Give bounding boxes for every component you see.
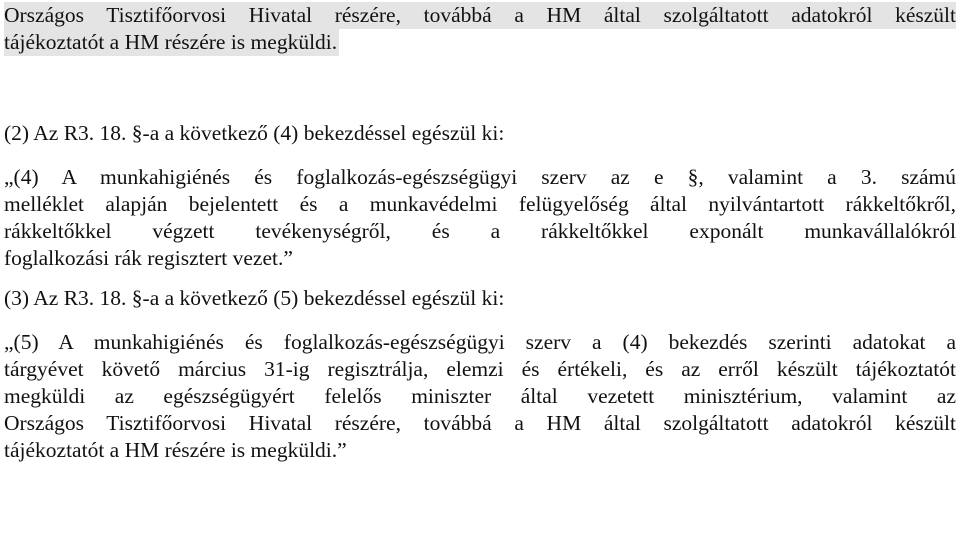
paragraph-heading: (3) Az R3. 18. §-a a következő (5) bekezdéssel egészül ki: — [4, 286, 505, 310]
text-line: megküldi az egészségügyért felelős miniszter által vezetett minisztérium, valamint az — [4, 384, 956, 408]
spacer — [4, 272, 956, 285]
text-line: melléklet alapján bejelentett és a munkavédelmi felügyelőség által nyilvántartott rákkeltőkről, — [4, 192, 956, 216]
text-line: foglalkozási rák regisztert vezet.” — [4, 246, 293, 270]
text-line: tárgyévet követő március 31-ig regisztrálja, elemzi és értékeli, és az erről készült tájékoztatót — [4, 357, 956, 381]
paragraph-heading: (2) Az R3. 18. §-a a következő (4) bekezdéssel egészül ki: — [4, 121, 505, 145]
spacer — [4, 56, 956, 120]
text-line: rákkeltőkkel végzett tevékenységről, és a rákkeltőkkel exponált munkavállalókról — [4, 219, 956, 243]
text-line: tájékoztatót a HM részére is megküldi.” — [4, 438, 347, 462]
amendment-paragraph-2 — [4, 120, 956, 272]
text-line: Országos Tisztifőorvosi Hivatal részére, továbbá a HM által szolgáltatott adatokról készült — [4, 411, 956, 435]
text-line: tájékoztatót a HM részére is megküldi. — [4, 30, 338, 54]
text-line: Országos Tisztifőorvosi Hivatal részére, továbbá a HM által szolgáltatott adatokról készült — [4, 3, 956, 27]
text-line: „(5) A munkahigiénés és foglalkozás-egészségügyi szerv a (4) bekezdés szerinti adatokat a — [4, 330, 956, 354]
text-line: „(4) A munkahigiénés és foglalkozás-egészségügyi szerv az e §, valamint a 3. számú — [4, 165, 956, 189]
highlighted-text-block — [4, 2, 956, 56]
spacer — [4, 312, 956, 329]
amendment-paragraph-3 — [4, 285, 956, 464]
text-line-wrapper — [4, 29, 956, 56]
spacer — [4, 147, 956, 164]
document-page — [4, 2, 956, 464]
